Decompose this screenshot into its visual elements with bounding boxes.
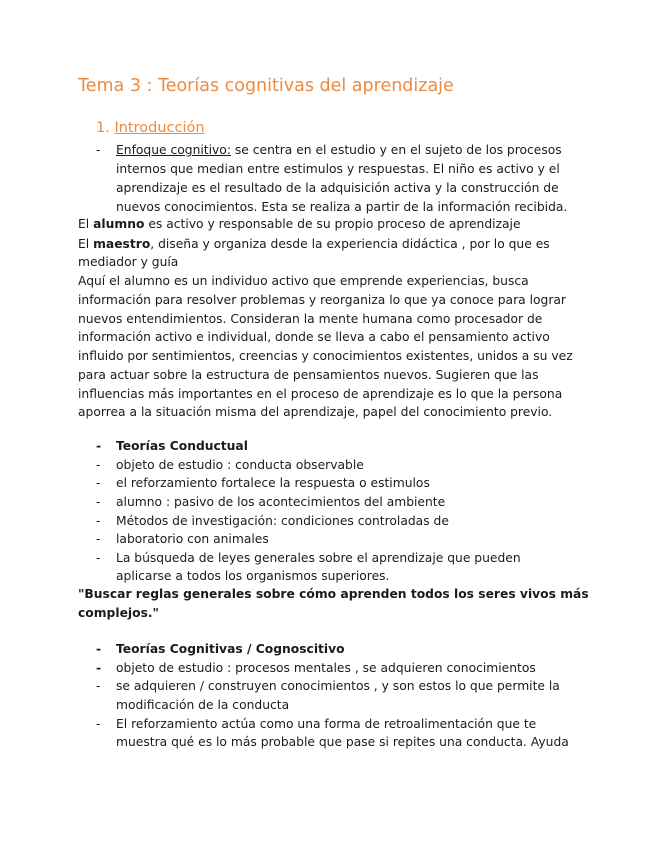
alumno-pre: El: [78, 217, 94, 231]
bullet-dash: -: [96, 551, 101, 565]
list-item-cont: modificación de la conducta: [116, 698, 290, 712]
maestro-pre: El: [78, 237, 94, 251]
bullet-dash: -: [96, 514, 101, 528]
list-item: La búsqueda de leyes generales sobre el aprendizaje que pueden: [116, 551, 521, 565]
list-item: objeto de estudio : procesos mentales , se adquieren conocimientos: [116, 661, 536, 675]
bullet-dash: -: [96, 642, 102, 656]
intro-line-2: internos que median entre estimulos y respuestas. El niño es activo y el: [116, 162, 560, 176]
enfoque-cognitivo-label: Enfoque cognitivo:: [116, 143, 231, 157]
quote-text-2: complejos.": [78, 606, 159, 620]
paragraph-line: Aquí el alumno es un individuo activo que emprende experiencias, busca: [78, 274, 529, 288]
section-number: 1.: [96, 120, 110, 136]
intro-text-1: se centra en el estudio y en el sujeto de los procesos: [230, 143, 562, 157]
conductual-heading: [116, 437, 248, 455]
quote-line: [78, 585, 589, 603]
list-item-cont: muestra qué es lo más probable que pase si repites una conducta. Ayuda: [116, 735, 569, 749]
maestro-bold: maestro: [93, 237, 151, 251]
conductual-heading-text: Teorías Conductual: [116, 439, 248, 453]
bullet-dash: -: [96, 495, 101, 509]
quote-line: [78, 604, 159, 622]
list-item-cont: aplicarse a todos los organismos superiores.: [116, 569, 390, 583]
intro-line-1: [116, 141, 562, 159]
alumno-line: [78, 215, 521, 233]
list-item: Métodos de investigación: condiciones controladas de: [116, 514, 449, 528]
paragraph-line: para actuar sobre la estructura de pensamientos nuevos. Sugieren que las: [78, 368, 539, 382]
paragraph-line: aporrea a la situación misma del aprendizaje, papel del conocimiento previo.: [78, 405, 553, 419]
page-title: Tema 3 : Teorías cognitivas del aprendizaje: [78, 76, 454, 96]
alumno-post: es activo y responsable de su propio proceso de aprendizaje: [144, 217, 521, 231]
paragraph-line: información para resolver problemas y reorganiza lo que ya conoce para lograr: [78, 293, 566, 307]
cognitivas-heading-text: Teorías Cognitivas / Cognoscitivo: [116, 642, 345, 656]
paragraph-line: nuevos entendimientos. Consideran la mente humana como procesador de: [78, 312, 543, 326]
paragraph-line: información activo e individual, donde se lleva a cabo el pensamiento activo: [78, 330, 550, 344]
list-item: se adquieren / construyen conocimientos , y son estos lo que permite la: [116, 679, 560, 693]
section-heading: [96, 120, 205, 136]
paragraph-line: influencias más importantes en el proceso de aprendizaje es lo que la persona: [78, 387, 563, 401]
bullet-dash: -: [96, 439, 102, 453]
section-label: Introducción: [114, 120, 205, 136]
bullet-dash: -: [96, 679, 101, 693]
maestro-cont: mediador y guía: [78, 255, 179, 269]
list-item: El reforzamiento actúa como una forma de retroalimentación que te: [116, 717, 537, 731]
cognitivas-heading: [116, 640, 345, 658]
paragraph-line: influido por sentimientos, creencias y conocimientos existentes, unidos a su vez: [78, 349, 573, 363]
intro-line-3: aprendizaje es el resultado de la adquisición activa y la construcción de: [116, 181, 559, 195]
maestro-line: [78, 235, 550, 253]
bullet-dash: -: [96, 476, 101, 490]
bullet-dash: -: [96, 717, 101, 731]
list-item: laboratorio con animales: [116, 532, 269, 546]
intro-line-4: nuevos conocimientos. Esta se realiza a partir de la información recibida.: [116, 200, 568, 214]
bullet-dash: -: [96, 143, 101, 157]
bullet-dash: -: [96, 661, 102, 675]
bullet-dash: -: [96, 532, 101, 546]
maestro-post: , diseña y organiza desde la experiencia didáctica , por lo que es: [150, 237, 550, 251]
list-item: objeto de estudio : conducta observable: [116, 458, 364, 472]
list-item: alumno : pasivo de los acontecimientos del ambiente: [116, 495, 446, 509]
alumno-bold: alumno: [93, 217, 145, 231]
quote-text-1: "Buscar reglas generales sobre cómo aprenden todos los seres vivos más: [78, 587, 589, 601]
list-item: el reforzamiento fortalece la respuesta o estimulos: [116, 476, 430, 490]
bullet-dash: -: [96, 458, 101, 472]
